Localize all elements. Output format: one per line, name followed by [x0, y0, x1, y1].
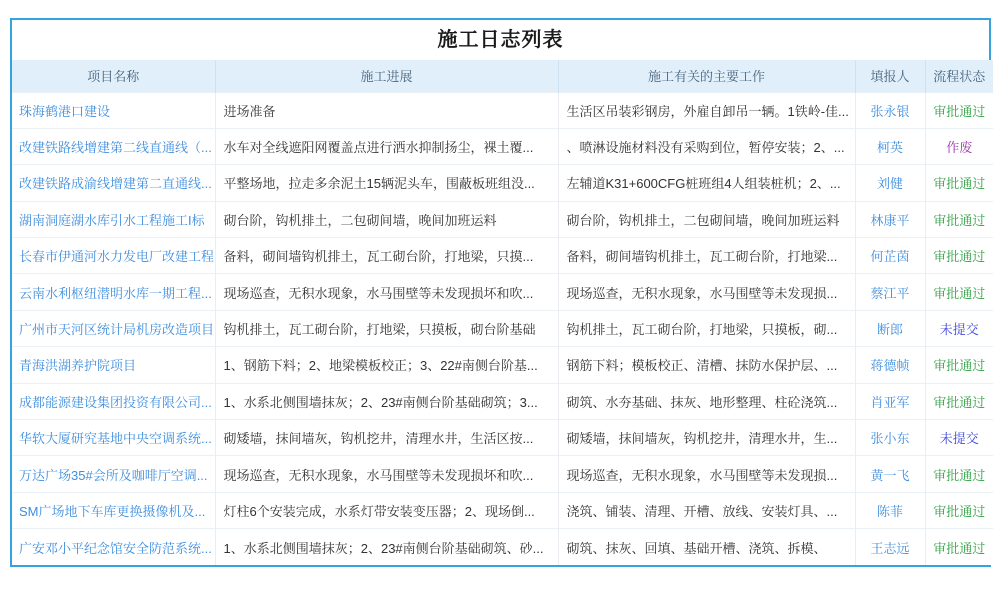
status-text: 审批通过 — [933, 176, 986, 192]
progress-text: 进场准备 — [215, 92, 558, 128]
table-row — [12, 201, 993, 237]
project-link[interactable]: 华软大厦研究基地中央空调系统... — [19, 431, 212, 447]
work-text: 备料，砌间墙钩机排土，瓦工砌台阶，打地梁... — [558, 238, 855, 274]
reporter-link[interactable]: 王志远 — [870, 540, 910, 556]
construction-log-panel — [10, 18, 991, 567]
reporter-link[interactable]: 柯英 — [876, 140, 903, 156]
progress-text: 现场巡查，无积水现象，水马围壁等未发现损坏和吹... — [215, 456, 558, 492]
status-text: 审批通过 — [933, 103, 986, 119]
table-row — [12, 456, 993, 492]
table-row — [12, 347, 993, 383]
project-link[interactable]: 湖南洞庭湖水库引水工程施工I标 — [19, 212, 205, 228]
reporter-link[interactable]: 张小东 — [870, 431, 910, 447]
table-row — [12, 420, 993, 456]
reporter-link[interactable]: 肖亚军 — [870, 394, 910, 410]
project-link[interactable]: 改建铁路线增建第二线直通线（... — [19, 140, 212, 156]
work-text: 现场巡查，无积水现象，水马围壁等未发现损... — [558, 274, 855, 310]
work-text: 左辅道K31+600CFG桩班组4人组装桩机；2、... — [558, 165, 855, 201]
table-row — [12, 492, 993, 528]
progress-text: 砌矮墙，抹间墙灰，钩机挖井，清理水井，生活区按... — [215, 420, 558, 456]
reporter-link[interactable]: 张永银 — [870, 103, 910, 119]
status-text: 未提交 — [939, 322, 979, 338]
reporter-link[interactable]: 黄一飞 — [870, 467, 910, 483]
table-row — [12, 92, 993, 128]
table-row — [12, 383, 993, 419]
work-text: 钩机排土，瓦工砌台阶，打地梁，只摸板，砌... — [558, 310, 855, 346]
progress-text: 平整场地，拉走多余泥土15辆泥头车，围蔽板班组没... — [215, 165, 558, 201]
project-link[interactable]: 珠海鹤港口建设 — [19, 103, 111, 119]
status-text: 审批通过 — [933, 212, 986, 228]
status-text: 未提交 — [939, 431, 979, 447]
progress-text: 砌台阶，钩机排土，二包砌间墙，晚间加班运料 — [215, 201, 558, 237]
progress-text: 钩机排土，瓦工砌台阶，打地梁，只摸板，砌台阶基础 — [215, 310, 558, 346]
work-text: 现场巡查，无积水现象，水马围壁等未发现损... — [558, 456, 855, 492]
page-title: 施工日志列表 — [437, 29, 564, 51]
log-table — [12, 60, 993, 565]
work-text: 砌筑、水夯基础、抹灰、地形整理、柱砼浇筑... — [558, 383, 855, 419]
work-text: 浇筑、铺装、清理、开槽、放线、安装灯具、... — [558, 492, 855, 528]
progress-text: 1、水系北侧围墙抹灰；2、23#南侧台阶基础砌筑、砂... — [215, 529, 558, 565]
column-header-progress: 施工进展 — [215, 60, 558, 92]
project-link[interactable]: SM广场地下车库更换摄像机及... — [19, 503, 206, 519]
work-text: 砌矮墙，抹间墙灰，钩机挖井，清理水井，生... — [558, 420, 855, 456]
work-text: 、喷淋设施材料没有采购到位，暂停安装；2、... — [558, 128, 855, 164]
table-body — [12, 92, 993, 565]
status-text: 审批通过 — [933, 540, 986, 556]
reporter-link[interactable]: 蔡江平 — [870, 285, 910, 301]
status-text: 审批通过 — [933, 249, 986, 265]
project-link[interactable]: 成都能源建设集团投资有限公司... — [19, 394, 212, 410]
work-text: 生活区吊装彩钢房，外雇自卸吊一辆。1铁岭-佳... — [558, 92, 855, 128]
status-text: 审批通过 — [933, 394, 986, 410]
table-row — [12, 274, 993, 310]
project-link[interactable]: 广州市天河区统计局机房改造项目 — [19, 322, 215, 338]
reporter-link[interactable]: 林康平 — [870, 212, 910, 228]
progress-text: 现场巡查，无积水现象，水马围壁等未发现损坏和吹... — [215, 274, 558, 310]
project-link[interactable]: 广安邓小平纪念馆安全防范系统... — [19, 540, 212, 556]
progress-text: 水车对全线遮阳网覆盖点进行洒水抑制扬尘，裸土覆... — [215, 128, 558, 164]
status-text: 审批通过 — [933, 285, 986, 301]
status-text: 审批通过 — [933, 358, 986, 374]
table-row — [12, 165, 993, 201]
reporter-link[interactable]: 蒋德帧 — [870, 358, 910, 374]
table-row — [12, 128, 993, 164]
column-header-project: 项目名称 — [12, 60, 215, 92]
project-link[interactable]: 长春市伊通河水力发电厂改建工程 — [19, 249, 215, 265]
project-link[interactable]: 改建铁路成渝线增建第二直通线... — [19, 176, 212, 192]
table-row — [12, 310, 993, 346]
reporter-link[interactable]: 断郎 — [876, 322, 903, 338]
table-row — [12, 529, 993, 565]
reporter-link[interactable]: 何芷茵 — [870, 249, 910, 265]
reporter-link[interactable]: 陈菲 — [876, 503, 903, 519]
project-link[interactable]: 万达广场35#会所及咖啡厅空调... — [19, 467, 208, 483]
work-text: 钢筋下料；模板校正、清槽、抹防水保护层、... — [558, 347, 855, 383]
progress-text: 1、钢筋下料；2、地梁模板校正；3、22#南侧台阶基... — [215, 347, 558, 383]
progress-text: 灯柱6个安装完成，水系灯带安装变压器；2、现场倒... — [215, 492, 558, 528]
column-header-work: 施工有关的主要工作 — [558, 60, 855, 92]
work-text: 砌筑、抹灰、回填、基础开槽、浇筑、拆模、 — [558, 529, 855, 565]
status-text: 审批通过 — [933, 467, 986, 483]
reporter-link[interactable]: 刘健 — [876, 176, 903, 192]
status-text: 作废 — [946, 140, 973, 156]
table-row — [12, 238, 993, 274]
project-link[interactable]: 云南水利枢纽潜明水库一期工程... — [19, 285, 212, 301]
column-header-reporter: 填报人 — [855, 60, 925, 92]
work-text: 砌台阶，钩机排土，二包砌间墙，晚间加班运料 — [558, 201, 855, 237]
project-link[interactable]: 青海洪湖养护院项目 — [19, 358, 137, 374]
progress-text: 备料，砌间墙钩机排土，瓦工砌台阶，打地梁，只摸... — [215, 238, 558, 274]
progress-text: 1、水系北侧围墙抹灰；2、23#南侧台阶基础砌筑；3... — [215, 383, 558, 419]
status-text: 审批通过 — [933, 503, 986, 519]
table-header — [12, 60, 993, 92]
column-header-status: 流程状态 — [925, 60, 993, 92]
